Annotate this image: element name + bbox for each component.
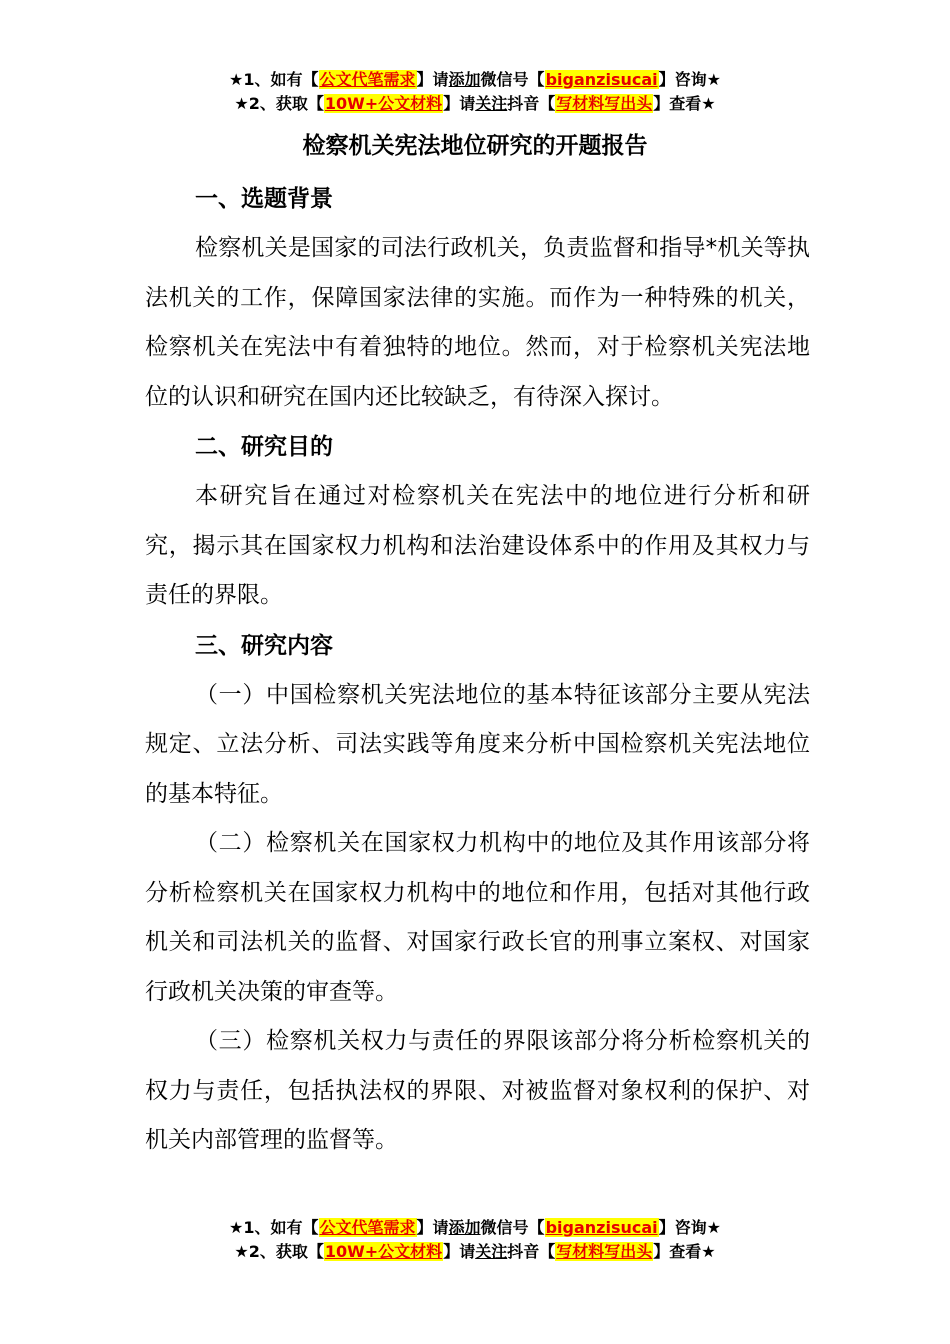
promo-line-2 xyxy=(0,1240,950,1264)
promo-text: ★1、如有【 xyxy=(229,1218,319,1237)
promo-highlight: 10W+公文材料 xyxy=(324,1242,443,1261)
section-heading-purpose: 二、研究目的 xyxy=(195,434,333,460)
promo-text: 】查看★ xyxy=(653,1242,716,1261)
promo-text: 】请 xyxy=(416,70,449,89)
promo-text: 】请 xyxy=(416,1218,449,1237)
promo-underlined-text: 关注 xyxy=(475,1242,508,1261)
promo-line-1 xyxy=(0,1216,950,1240)
paragraph: 检察机关是国家的司法行政机关，负责监督和指导*机关等执法机关的工作，保障国家法律的实施。而作为一种特殊的机关，检察机关在宪法中有着独特的地位。然而，对于检察机关宪法地位的认识和研究在国内还比较缺乏，有待深入探讨。 xyxy=(145,235,810,410)
promo-underlined-text: 添加 xyxy=(448,1218,481,1237)
paragraph: （一）中国检察机关宪法地位的基本特征该部分主要从宪法规定、立法分析、司法实践等角度来分析中国检察机关宪法地位的基本特征。 xyxy=(145,681,810,807)
wechat-id-highlight: biganzisucai xyxy=(545,70,658,89)
promo-banner-bottom xyxy=(0,1216,950,1264)
douyin-account-highlight: 写材料写出头 xyxy=(556,94,653,113)
promo-line-2 xyxy=(0,92,950,116)
promo-text: ★2、获取【 xyxy=(234,1242,324,1261)
promo-highlight: 10W+公文材料 xyxy=(324,94,443,113)
wechat-id-highlight: biganzisucai xyxy=(545,1218,658,1237)
promo-text: 微信号【 xyxy=(480,70,545,89)
promo-text: 抖音【 xyxy=(507,94,556,113)
promo-underlined-text: 关注 xyxy=(475,94,508,113)
promo-text: 微信号【 xyxy=(480,1218,545,1237)
promo-line-1 xyxy=(0,68,950,92)
promo-text: 】咨询★ xyxy=(658,70,721,89)
promo-text: ★2、获取【 xyxy=(234,94,324,113)
paragraph: （二）检察机关在国家权力机构中的地位及其作用该部分将分析检察机关在国家权力机构中的地位和作用，包括对其他行政机关和司法机关的监督、对国家行政长官的刑事立案权、对国家行政机关决策的审查等。 xyxy=(145,830,810,1005)
paragraph: 本研究旨在通过对检察机关在宪法中的地位进行分析和研究，揭示其在国家权力机构和法治建设体系中的作用及其权力与责任的界限。 xyxy=(145,483,810,608)
promo-highlight: 公文代笔需求 xyxy=(319,70,416,89)
document-title: 检察机关宪法地位研究的开题报告 xyxy=(302,133,648,159)
promo-underlined-text: 添加 xyxy=(448,70,481,89)
promo-text: ★1、如有【 xyxy=(229,70,319,89)
promo-banner-top xyxy=(0,68,950,116)
paragraph: （三）检察机关权力与责任的界限该部分将分析检察机关的权力与责任，包括执法权的界限、对被监督对象权利的保护、对机关内部管理的监督等。 xyxy=(145,1028,810,1153)
section-heading-content: 三、研究内容 xyxy=(195,632,333,659)
promo-text: 】请 xyxy=(443,1242,476,1261)
promo-highlight: 公文代笔需求 xyxy=(319,1218,416,1237)
promo-text: 】咨询★ xyxy=(658,1218,721,1237)
douyin-account-highlight: 写材料写出头 xyxy=(556,1242,653,1261)
promo-text: 】请 xyxy=(443,94,476,113)
document-body xyxy=(145,124,810,1166)
section-heading-background: 一、选题背景 xyxy=(195,186,333,212)
promo-text: 抖音【 xyxy=(507,1242,556,1261)
promo-text: 】查看★ xyxy=(653,94,716,113)
